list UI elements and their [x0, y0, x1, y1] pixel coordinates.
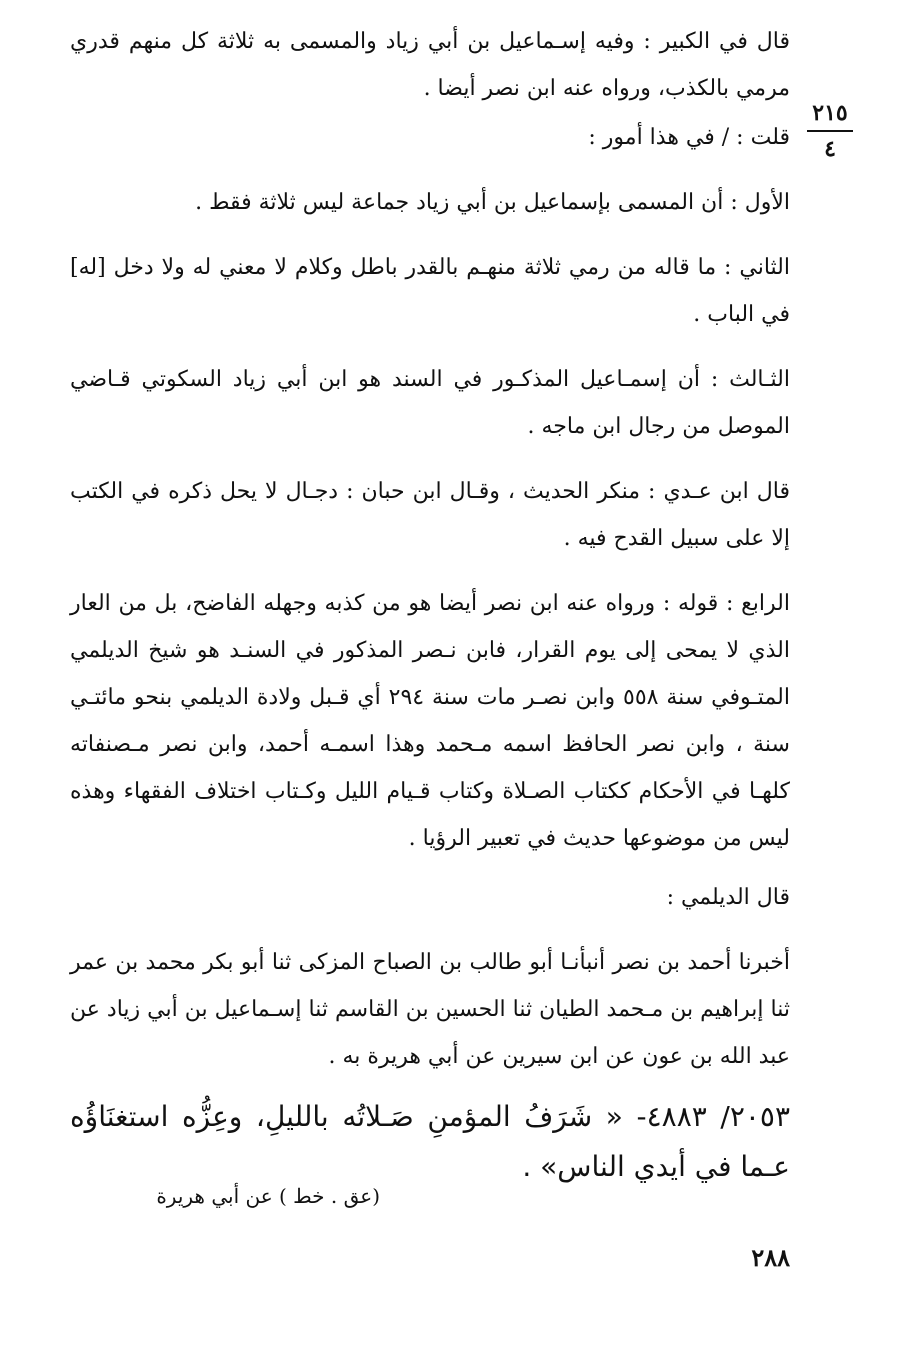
- paragraph-second-point: الثاني : ما قاله من رمي ثلاثة منهـم بالقدر باطل وكلام لا معني له ولا دخل [له] في الباب .: [70, 255, 790, 327]
- margin-reference-divider: [807, 130, 853, 132]
- margin-volume-page-reference: [800, 98, 860, 164]
- paragraph-qultu: قلت : / في هذا أمور :: [588, 125, 790, 150]
- margin-reference-upper: ٢١٥: [812, 100, 848, 126]
- paragraph-isnad: أخبرنا أحمد بن نصر أنبأنـا أبو طالب بن الصباح المزكى ثنا أبو بكر محمد بن عمر ثنا إبراهيم بن مـحمد الطيان ثنا الحسين بن القاسم ثنا إسـماعيل بن أبي زياد عن عبد الله بن عون عن ابن سيرين عن أبي هريرة به .: [70, 950, 790, 1069]
- hadith-text: ٢٠٥٣/ ٤٨٨٣- « شَرَفُ المؤمنِ صَـلاتُه بالليلِ، وعِزُّه استغنَاؤُه عـما في أيدي الناس» .: [70, 1100, 790, 1183]
- paragraph-qal-al-daylami: قال الديلمي :: [666, 885, 790, 910]
- paragraph-al-kabir: قال في الكبير : وفيه إسـماعيل بن أبي زياد والمسمى به ثلاثة كل منهم قدري مرمي بالكذب، ورواه عنه ابن نصر أيضا .: [70, 29, 790, 101]
- page-number: ٢٨٨: [751, 1243, 790, 1272]
- paragraph-third-point: الثـالث : أن إسمـاعيل المذكـور في السند هو ابن أبي زياد السكوتي قـاضي الموصل من رجال ابن ماجه .: [70, 367, 790, 439]
- hadith-source: (عق . خط ) عن أبي هريرة: [156, 1184, 380, 1208]
- paragraph-ibn-adi: قال ابن عـدي : منكر الحديث ، وقـال ابن حبان : دجـال لا يحل ذكره في الكتب إلا على سبيل القدح فيه .: [70, 479, 790, 551]
- body-text: [70, 18, 790, 1200]
- margin-reference-lower: ٤: [824, 136, 836, 162]
- paragraph-fourth-point: الرابع : قوله : ورواه عنه ابن نصر أيضا هو من كذبه وجهله الفاضح، بل من العار الذي لا يمحى إلى يوم القرار، فابن نـصر المذكور في السنـد هو شيخ الديلمي المتـوفي سنة ٥٥٨ وابن نصـر مات سنة ٢٩٤ أي قـبل ولادة الديلمي بنحو مائتـي سنة ، وابن نصر الحافظ اسمه مـحمد وهذا اسمـه أحمد، وابن نصر مـصنفاته كلهـا في الأحكام ككتاب الصـلاة وكتاب قـيام الليل وكـتاب اختلاف الفقهاء وهذه ليس من موضوعها حديث في تعبير الرؤيا .: [70, 591, 790, 851]
- paragraph-first-point: الأول : أن المسمى بإسماعيل بن أبي زياد جماعة ليس ثلاثة فقط .: [195, 190, 790, 215]
